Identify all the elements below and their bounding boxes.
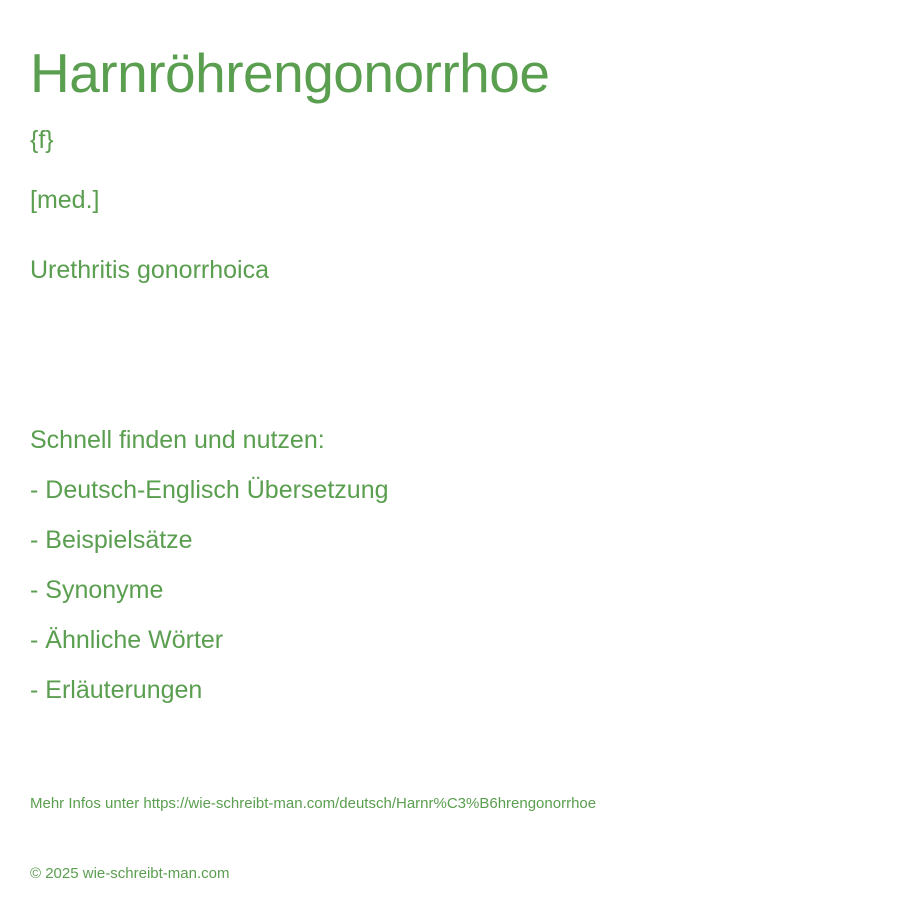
feature-item-example-sentences: - Beispielsätze — [30, 526, 193, 554]
feature-item-synonyms: - Synonyme — [30, 576, 164, 604]
feature-item-explanations: - Erläuterungen — [30, 676, 203, 704]
grammatical-gender: {f} — [30, 126, 54, 154]
feature-item-translation: - Deutsch-Englisch Übersetzung — [30, 476, 389, 504]
subject-domain-label: [med.] — [30, 186, 100, 214]
latin-term: Urethritis gonorrhoica — [30, 256, 269, 284]
copyright-notice: © 2025 wie-schreibt-man.com — [30, 865, 230, 882]
more-info-text: Mehr Infos unter https://wie-schreibt-man.com/deutsch/Harnr%C3%B6hrengonorrhoe — [30, 795, 597, 812]
entry-title: Harnröhrengonorrhoe — [30, 42, 550, 104]
feature-item-similar-words: - Ähnliche Wörter — [30, 626, 224, 654]
features-list — [30, 474, 389, 724]
features-heading: Schnell finden und nutzen: — [30, 426, 325, 454]
